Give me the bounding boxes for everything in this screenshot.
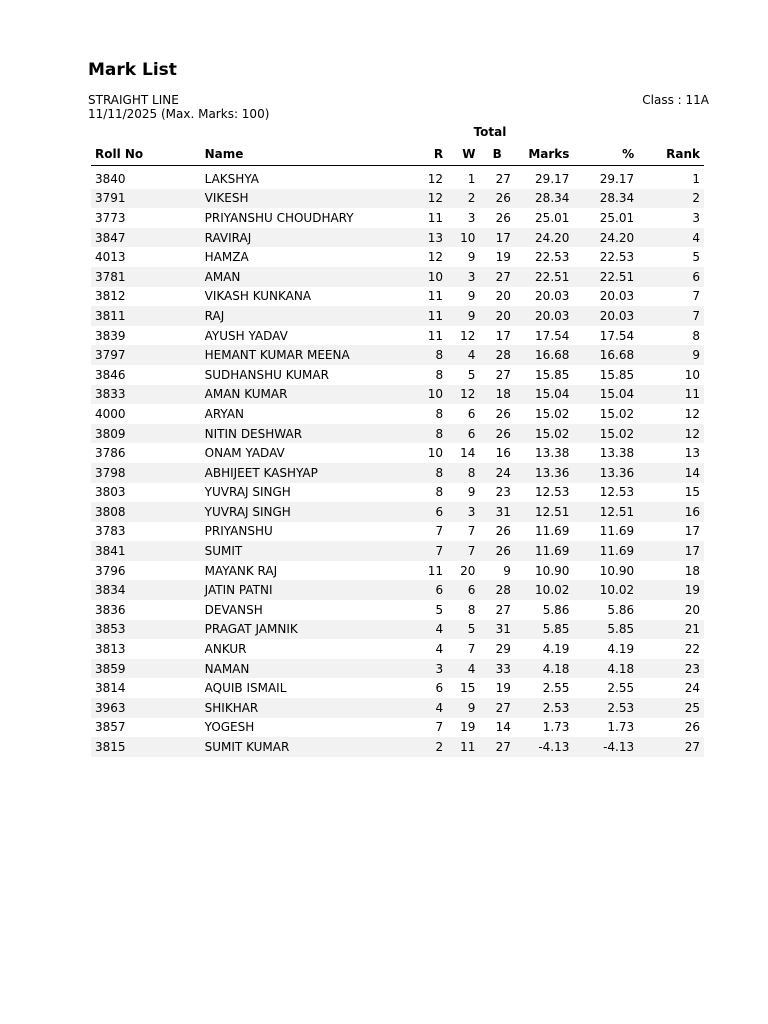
cell-percent: 20.03 — [573, 306, 638, 326]
cell-percent: 15.02 — [573, 424, 638, 444]
cell-percent: 13.36 — [573, 463, 638, 483]
page-title: Mark List — [88, 60, 177, 80]
cell-r: 12 — [409, 189, 447, 209]
table-row — [91, 541, 704, 561]
cell-name: NITIN DESHWAR — [201, 424, 410, 444]
cell-name: SHIKHAR — [201, 698, 410, 718]
cell-marks: 22.51 — [515, 267, 573, 287]
cell-percent: 17.54 — [599, 328, 635, 343]
cell-b: 26 — [495, 524, 511, 539]
cell-rank: 7 — [638, 306, 704, 326]
cell-name: ABHIJEET KASHYAP — [201, 463, 410, 483]
cell-marks: 22.53 — [535, 250, 570, 265]
cell-percent: 16.68 — [573, 345, 638, 365]
cell-r: 4 — [409, 620, 447, 640]
cell-r: 11 — [427, 563, 444, 578]
cell-w: 4 — [447, 659, 479, 679]
table-row — [91, 561, 704, 581]
cell-roll-no: 3847 — [91, 228, 201, 248]
cell-rank: 19 — [638, 580, 704, 600]
cell-name: NAMAN — [201, 659, 410, 679]
col-header-b: B — [479, 143, 515, 166]
cell-rank: 3 — [692, 210, 700, 225]
mark-list-table — [91, 143, 704, 757]
cell-b: 26 — [479, 424, 515, 444]
cell-b: 19 — [495, 681, 511, 696]
cell-b: 27 — [479, 267, 515, 287]
cell-r: 3 — [409, 659, 447, 679]
cell-roll-no: 3808 — [91, 502, 201, 522]
table-row — [91, 620, 704, 640]
cell-name: ANKUR — [204, 642, 247, 657]
cell-marks: 11.69 — [515, 541, 573, 561]
cell-w: 7 — [447, 541, 479, 561]
cell-b: 17 — [479, 228, 515, 248]
cell-r: 11 — [427, 210, 444, 225]
cell-roll-no: 3791 — [91, 189, 201, 209]
table-row — [91, 659, 704, 679]
cell-roll-no: 3796 — [95, 563, 126, 578]
cell-r: 7 — [435, 720, 444, 735]
cell-b: 24 — [479, 463, 515, 483]
cell-name: DEVANSH — [204, 602, 263, 617]
table-row — [91, 522, 704, 542]
cell-w: 12 — [460, 328, 476, 343]
class-label: Class : 11A — [642, 93, 709, 107]
cell-percent: 10.02 — [573, 580, 638, 600]
cell-w: 6 — [447, 580, 479, 600]
cell-w: 14 — [460, 446, 476, 461]
cell-percent: 25.01 — [599, 210, 635, 225]
cell-name: HEMANT KUMAR MEENA — [201, 345, 410, 365]
cell-rank: 9 — [638, 345, 704, 365]
col-header-marks: Marks — [515, 143, 573, 166]
cell-b: 14 — [495, 720, 511, 735]
cell-r: 6 — [435, 681, 444, 696]
cell-roll-no: 4000 — [95, 406, 126, 421]
cell-rank: 21 — [638, 620, 704, 640]
cell-w: 3 — [467, 210, 476, 225]
cell-name: AQUIB ISMAIL — [204, 681, 287, 696]
test-date: 11/11/2025 (Max. Marks: 100) — [88, 107, 270, 121]
cell-b: 31 — [479, 502, 515, 522]
cell-r: 10 — [427, 446, 444, 461]
col-header-rank: Rank — [638, 143, 704, 166]
cell-w: 15 — [460, 681, 476, 696]
table-header — [91, 143, 704, 166]
cell-percent: 4.19 — [607, 642, 635, 657]
cell-percent: 2.53 — [573, 698, 638, 718]
cell-b: 28 — [479, 345, 515, 365]
cell-b: 16 — [495, 446, 511, 461]
cell-marks: 15.02 — [515, 424, 573, 444]
table-body — [91, 166, 704, 757]
cell-w: 12 — [447, 385, 479, 405]
cell-r: 11 — [427, 289, 444, 304]
cell-rank: 12 — [684, 406, 700, 421]
table-row — [91, 287, 704, 307]
cell-w: 9 — [447, 698, 479, 718]
table-row — [91, 385, 704, 405]
cell-name: AMAN — [201, 267, 410, 287]
cell-percent: -4.13 — [573, 737, 638, 757]
cell-b: 23 — [495, 485, 511, 500]
cell-roll-no: 3809 — [91, 424, 201, 444]
cell-roll-no: 3786 — [95, 446, 126, 461]
cell-r: 2 — [409, 737, 447, 757]
cell-r: 11 — [409, 306, 447, 326]
cell-b: 9 — [503, 563, 511, 578]
cell-rank: 17 — [684, 524, 700, 539]
cell-percent: 22.51 — [573, 267, 638, 287]
cell-rank: 13 — [684, 446, 700, 461]
col-header-roll-no: Roll No — [91, 143, 201, 166]
cell-b: 33 — [479, 659, 515, 679]
cell-rank: 15 — [684, 485, 700, 500]
test-name: STRAIGHT LINE — [88, 93, 179, 107]
cell-name: SUMIT KUMAR — [201, 737, 410, 757]
cell-roll-no: 3812 — [95, 289, 126, 304]
cell-w: 8 — [447, 463, 479, 483]
cell-w: 6 — [467, 406, 476, 421]
table-row — [91, 306, 704, 326]
cell-name: PRIYANSHU — [204, 524, 273, 539]
cell-roll-no: 3859 — [91, 659, 201, 679]
cell-w: 2 — [447, 189, 479, 209]
table-row — [91, 189, 704, 209]
cell-roll-no: 3814 — [95, 681, 126, 696]
cell-roll-no: 3846 — [95, 367, 126, 382]
cell-roll-no: 3803 — [95, 485, 126, 500]
cell-r: 7 — [409, 541, 447, 561]
cell-percent: 22.53 — [599, 250, 635, 265]
cell-percent: 28.34 — [573, 189, 638, 209]
cell-roll-no: 3781 — [91, 267, 201, 287]
cell-roll-no: 3813 — [95, 642, 126, 657]
cell-roll-no: 3773 — [95, 210, 126, 225]
cell-marks: 28.34 — [515, 189, 573, 209]
cell-b: 26 — [479, 541, 515, 561]
cell-w: 5 — [447, 620, 479, 640]
table-row — [91, 365, 704, 385]
cell-marks: 1.73 — [542, 720, 570, 735]
cell-marks: 12.51 — [515, 502, 573, 522]
table-row — [91, 502, 704, 522]
cell-name: ARYAN — [204, 406, 245, 421]
cell-rank: 11 — [638, 385, 704, 405]
cell-rank: 22 — [684, 642, 700, 657]
col-header-name: Name — [201, 143, 410, 166]
cell-percent: 12.53 — [599, 485, 635, 500]
cell-name: YUVRAJ SINGH — [204, 485, 291, 500]
cell-rank: 10 — [684, 367, 700, 382]
cell-rank: 23 — [638, 659, 704, 679]
table-row — [91, 600, 704, 620]
cell-name: MAYANK RAJ — [204, 563, 278, 578]
cell-marks: 15.02 — [535, 406, 570, 421]
cell-marks: 15.04 — [515, 385, 573, 405]
cell-b: 26 — [495, 210, 511, 225]
cell-percent: 5.85 — [573, 620, 638, 640]
cell-b: 26 — [495, 406, 511, 421]
cell-b: 20 — [479, 306, 515, 326]
cell-roll-no: 3841 — [91, 541, 201, 561]
cell-rank: 6 — [638, 267, 704, 287]
cell-b: 19 — [495, 250, 511, 265]
cell-marks: -4.13 — [515, 737, 573, 757]
cell-r: 8 — [409, 345, 447, 365]
table-row — [91, 326, 704, 346]
table-row — [91, 208, 704, 228]
cell-roll-no: 3783 — [95, 524, 126, 539]
cell-w: 5 — [467, 367, 476, 382]
cell-name: YOGESH — [204, 720, 255, 735]
table-row — [91, 698, 704, 718]
cell-name: JATIN PATNI — [201, 580, 410, 600]
cell-roll-no: 4013 — [95, 250, 126, 265]
table-row — [91, 737, 704, 757]
cell-w: 1 — [467, 171, 476, 186]
cell-b: 18 — [479, 385, 515, 405]
cell-percent: 29.17 — [599, 171, 635, 186]
cell-percent: 24.20 — [573, 228, 638, 248]
table-row — [91, 463, 704, 483]
cell-rank: 14 — [638, 463, 704, 483]
cell-r: 6 — [409, 580, 447, 600]
table-row — [91, 228, 704, 248]
cell-b: 27 — [479, 737, 515, 757]
cell-r: 8 — [435, 406, 444, 421]
cell-marks: 24.20 — [515, 228, 573, 248]
cell-marks: 17.54 — [535, 328, 570, 343]
cell-roll-no: 3853 — [91, 620, 201, 640]
cell-roll-no: 3857 — [95, 720, 126, 735]
cell-rank: 7 — [692, 289, 700, 304]
cell-w: 9 — [467, 250, 476, 265]
table-row — [91, 166, 704, 189]
cell-marks: 25.01 — [535, 210, 570, 225]
table-row — [91, 678, 704, 698]
table-row — [91, 718, 704, 738]
cell-roll-no: 3963 — [91, 698, 201, 718]
cell-b: 27 — [479, 698, 515, 718]
cell-marks: 2.55 — [542, 681, 570, 696]
cell-b: 27 — [495, 367, 511, 382]
cell-r: 7 — [435, 524, 444, 539]
cell-roll-no: 3815 — [91, 737, 201, 757]
cell-marks: 16.68 — [515, 345, 573, 365]
cell-rank: 26 — [684, 720, 700, 735]
cell-name: LAKSHYA — [204, 171, 259, 186]
cell-name: SUDHANSHU KUMAR — [204, 367, 329, 382]
cell-marks: 13.36 — [515, 463, 573, 483]
cell-r: 8 — [435, 485, 444, 500]
cell-r: 8 — [409, 463, 447, 483]
cell-percent: 10.90 — [599, 563, 635, 578]
cell-b: 31 — [479, 620, 515, 640]
cell-w: 4 — [447, 345, 479, 365]
cell-w: 9 — [467, 289, 476, 304]
cell-w: 3 — [447, 502, 479, 522]
cell-roll-no: 3833 — [91, 385, 201, 405]
cell-roll-no: 3840 — [95, 171, 126, 186]
cell-percent: 20.03 — [599, 289, 635, 304]
cell-rank: 2 — [638, 189, 704, 209]
cell-r: 8 — [409, 424, 447, 444]
cell-w: 19 — [460, 720, 476, 735]
cell-w: 8 — [467, 602, 476, 617]
cell-roll-no: 3839 — [95, 328, 126, 343]
cell-name: VIKASH KUNKANA — [204, 289, 312, 304]
cell-marks: 4.18 — [515, 659, 573, 679]
table-row — [91, 247, 704, 267]
cell-rank: 20 — [684, 602, 700, 617]
cell-marks: 20.03 — [515, 306, 573, 326]
cell-b: 28 — [479, 580, 515, 600]
table-row — [91, 639, 704, 659]
cell-roll-no: 3798 — [91, 463, 201, 483]
header-row — [91, 143, 704, 166]
table-row — [91, 580, 704, 600]
cell-w: 9 — [467, 485, 476, 500]
cell-r: 6 — [409, 502, 447, 522]
cell-r: 4 — [409, 698, 447, 718]
cell-percent: 11.69 — [599, 524, 635, 539]
cell-percent: 1.73 — [607, 720, 635, 735]
cell-percent: 15.02 — [599, 406, 635, 421]
cell-w: 3 — [447, 267, 479, 287]
cell-b: 27 — [495, 171, 511, 186]
cell-percent: 12.51 — [573, 502, 638, 522]
cell-r: 12 — [427, 171, 444, 186]
cell-rank: 24 — [684, 681, 700, 696]
cell-roll-no: 3797 — [91, 345, 201, 365]
cell-rank: 17 — [638, 541, 704, 561]
cell-percent: 15.04 — [573, 385, 638, 405]
cell-b: 17 — [495, 328, 511, 343]
cell-name: SUMIT — [201, 541, 410, 561]
cell-r: 8 — [435, 367, 444, 382]
cell-rank: 27 — [638, 737, 704, 757]
cell-marks: 5.86 — [542, 602, 570, 617]
cell-marks: 11.69 — [535, 524, 570, 539]
col-header-percent: % — [573, 143, 638, 166]
cell-marks: 15.85 — [535, 367, 570, 382]
col-header-r: R — [409, 143, 447, 166]
cell-percent: 15.85 — [599, 367, 635, 382]
cell-r: 10 — [409, 267, 447, 287]
cell-rank: 25 — [638, 698, 704, 718]
cell-name: AYUSH YADAV — [204, 328, 288, 343]
cell-name: RAJ — [201, 306, 410, 326]
cell-marks: 13.38 — [535, 446, 570, 461]
cell-w: 9 — [447, 306, 479, 326]
cell-b: 20 — [495, 289, 511, 304]
cell-w: 7 — [467, 524, 476, 539]
cell-w: 10 — [447, 228, 479, 248]
cell-name: PRAGAT JAMNIK — [201, 620, 410, 640]
cell-name: ONAM YADAV — [204, 446, 285, 461]
cell-percent: 2.55 — [607, 681, 635, 696]
cell-marks: 10.02 — [515, 580, 573, 600]
cell-name: YUVRAJ SINGH — [201, 502, 410, 522]
cell-marks: 12.53 — [535, 485, 570, 500]
cell-roll-no: 3836 — [95, 602, 126, 617]
cell-name: AMAN KUMAR — [201, 385, 410, 405]
cell-name: HAMZA — [204, 250, 249, 265]
col-header-w: W — [447, 143, 479, 166]
cell-marks: 4.19 — [542, 642, 570, 657]
cell-w: 6 — [447, 424, 479, 444]
cell-marks: 5.85 — [515, 620, 573, 640]
cell-marks: 29.17 — [535, 171, 570, 186]
cell-marks: 2.53 — [515, 698, 573, 718]
cell-marks: 10.90 — [535, 563, 570, 578]
total-group-label: Total — [473, 125, 507, 139]
cell-rank: 4 — [638, 228, 704, 248]
cell-marks: 20.03 — [535, 289, 570, 304]
cell-name: VIKESH — [201, 189, 410, 209]
cell-r: 12 — [427, 250, 444, 265]
cell-b: 27 — [495, 602, 511, 617]
cell-name: PRIYANSHU CHOUDHARY — [204, 210, 354, 225]
cell-rank: 5 — [692, 250, 700, 265]
cell-roll-no: 3834 — [91, 580, 201, 600]
cell-r: 4 — [435, 642, 444, 657]
table-row — [91, 443, 704, 463]
cell-percent: 13.38 — [599, 446, 635, 461]
table-row — [91, 424, 704, 444]
cell-rank: 1 — [692, 171, 700, 186]
cell-b: 26 — [479, 189, 515, 209]
cell-percent: 11.69 — [573, 541, 638, 561]
table-row — [91, 483, 704, 503]
test-info — [88, 93, 269, 121]
cell-rank: 8 — [692, 328, 700, 343]
cell-r: 11 — [427, 328, 444, 343]
table-row — [91, 404, 704, 424]
cell-r: 10 — [409, 385, 447, 405]
cell-w: 7 — [467, 642, 476, 657]
cell-r: 13 — [409, 228, 447, 248]
cell-percent: 5.86 — [607, 602, 635, 617]
cell-b: 29 — [495, 642, 511, 657]
cell-rank: 18 — [684, 563, 700, 578]
cell-rank: 12 — [638, 424, 704, 444]
table-row — [91, 267, 704, 287]
cell-rank: 16 — [638, 502, 704, 522]
cell-w: 11 — [447, 737, 479, 757]
cell-roll-no: 3811 — [91, 306, 201, 326]
cell-percent: 4.18 — [573, 659, 638, 679]
cell-r: 5 — [435, 602, 444, 617]
table-row — [91, 345, 704, 365]
cell-w: 20 — [460, 563, 476, 578]
cell-name: RAVIRAJ — [201, 228, 410, 248]
